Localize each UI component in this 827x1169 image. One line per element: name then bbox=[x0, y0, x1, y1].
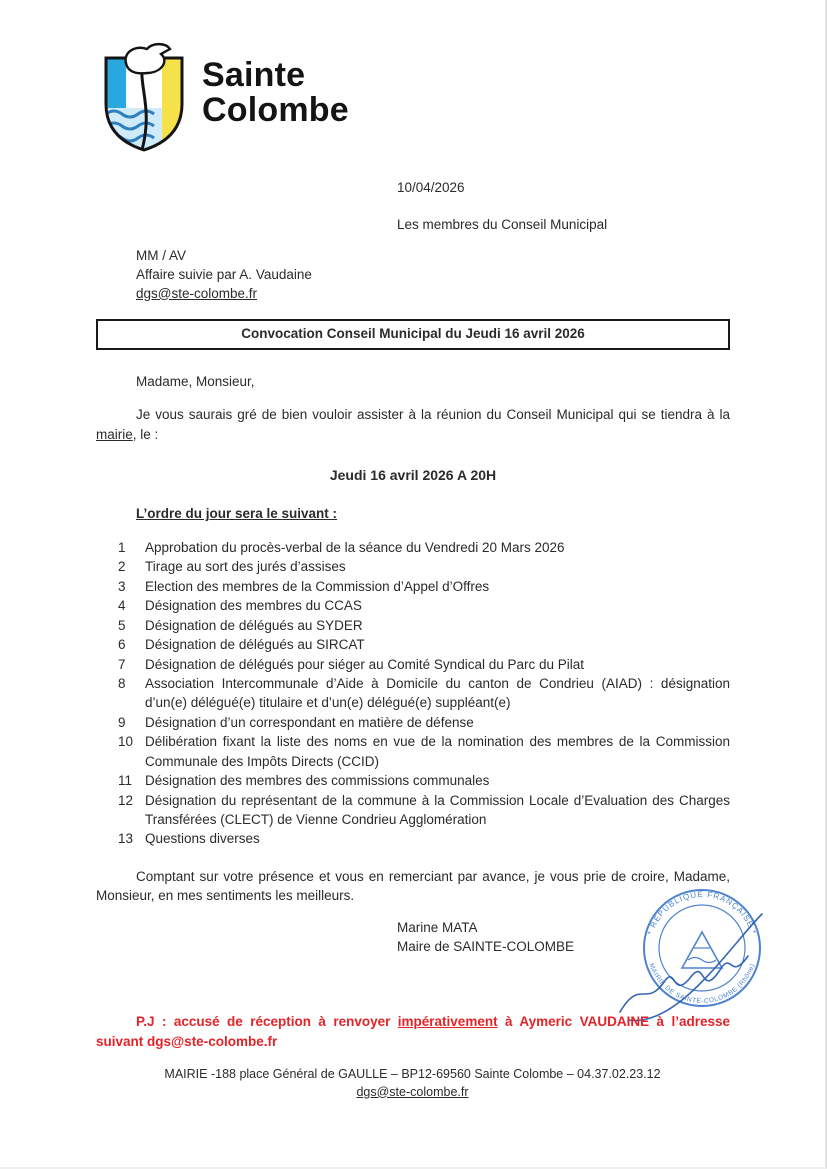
recipient-line: Les membres du Conseil Municipal bbox=[397, 217, 608, 233]
agenda-item-number: 6 bbox=[118, 637, 126, 653]
agenda-item bbox=[96, 674, 730, 713]
agenda-item-text: Tirage au sort des jurés d’assises bbox=[145, 559, 346, 575]
agenda-heading: L’ordre du jour sera le suivant : bbox=[136, 506, 338, 522]
pj-imperativement-underlined: impérativement bbox=[397, 1014, 498, 1029]
town-name bbox=[202, 58, 349, 128]
stamp-emblem-icon bbox=[682, 932, 722, 968]
agenda-item-number: 11 bbox=[118, 773, 133, 789]
intro-mairie-underlined: mairie bbox=[96, 426, 133, 442]
stamp-bottom-text: MAIRIE DE SAINTE-COLOMBE (Rhône) bbox=[647, 962, 757, 1006]
footer-address-line: MAIRIE -188 place Général de GAULLE – BP12-69560 Sainte Colombe – 04.37.02.23.12 bbox=[164, 1067, 661, 1081]
sender-email-link[interactable]: dgs@ste-colombe.fr bbox=[136, 285, 257, 301]
agenda-item bbox=[96, 771, 730, 790]
agenda-item-number: 1 bbox=[118, 539, 126, 555]
agenda-item-text: Désignation du représentant de la commune à la Commission Locale d’Evaluation des Charges Transférées (CLECT) de Vienne Condrieu Agglomération bbox=[145, 792, 730, 828]
intro-text-2: , le : bbox=[132, 426, 159, 442]
agenda-item-text: Approbation du procès-verbal de la séance du Vendredi 20 Mars 2026 bbox=[145, 539, 565, 555]
agenda-item bbox=[96, 616, 730, 635]
agenda-item-number: 9 bbox=[118, 714, 126, 730]
agenda-item-text: Désignation des membres du CCAS bbox=[145, 598, 362, 614]
stamp-icon bbox=[612, 880, 792, 1030]
pj-notice bbox=[96, 1012, 730, 1053]
reference-initials: MM / AV bbox=[136, 247, 187, 263]
svg-text:* RÉPUBLIQUE FRANÇAISE * bbox=[646, 890, 758, 936]
agenda-item-text: Questions diverses bbox=[145, 831, 260, 847]
agenda-item bbox=[96, 557, 730, 576]
town-name-line1: Sainte bbox=[202, 56, 306, 94]
agenda-item bbox=[96, 577, 730, 596]
agenda-item bbox=[96, 635, 730, 654]
intro-paragraph bbox=[96, 405, 730, 444]
agenda-item-number: 7 bbox=[118, 656, 126, 672]
pj-text-2: à Aymeric VAUDAINE à l’adresse suivant bbox=[96, 1014, 730, 1050]
convocation-title: Convocation Conseil Municipal du Jeudi 16 avril 2026 bbox=[241, 325, 585, 341]
town-logo bbox=[98, 42, 730, 154]
sender-block bbox=[136, 247, 730, 304]
agenda-item-number: 5 bbox=[118, 617, 126, 633]
agenda-item-text: Désignation de délégués au SYDER bbox=[145, 617, 363, 633]
meeting-datetime: Jeudi 16 avril 2026 A 20H bbox=[329, 467, 497, 484]
agenda-item-text: Désignation des membres des commissions communales bbox=[145, 773, 490, 789]
closing-paragraph: Comptant sur votre présence et vous en remerciant par avance, je vous prie de croire, Madame, Monsieur, en mes sentiments les meilleurs. bbox=[96, 868, 730, 904]
agenda-item-text: Election des membres de la Commission d’Appel d’Offres bbox=[145, 578, 490, 594]
agenda-item-text: Association Intercommunale d’Aide à Domicile du canton de Condrieu (AIAD) : désignation d’un(e) délégué(e) titulaire et d’un(e) délégué(e) suppléant(e) bbox=[145, 675, 730, 711]
agenda-item bbox=[96, 655, 730, 674]
salutation: Madame, Monsieur, bbox=[136, 373, 255, 389]
agenda-list bbox=[96, 538, 730, 849]
agenda-item-number: 12 bbox=[118, 792, 134, 808]
town-crest-icon bbox=[98, 42, 190, 154]
official-stamp bbox=[612, 880, 792, 1030]
agenda-item bbox=[96, 791, 730, 830]
footer bbox=[0, 1066, 825, 1101]
footer-email-link[interactable]: dgs@ste-colombe.fr bbox=[356, 1084, 469, 1099]
agenda-item bbox=[96, 713, 730, 732]
letter-date: 10/04/2026 bbox=[397, 180, 465, 195]
agenda-item bbox=[96, 538, 730, 557]
agenda-item-number: 13 bbox=[118, 831, 134, 847]
signatory-name: Marine MATA bbox=[397, 919, 478, 935]
agenda-item bbox=[96, 732, 730, 771]
agenda-item-number: 8 bbox=[118, 675, 126, 691]
agenda-item bbox=[96, 596, 730, 615]
agenda-item bbox=[96, 829, 730, 848]
agenda-item-number: 4 bbox=[118, 598, 126, 614]
date-block bbox=[397, 178, 730, 235]
intro-text-1: Je vous saurais gré de bien vouloir assister à la réunion du Conseil Municipal qui se tiendra à la bbox=[136, 407, 730, 423]
agenda-item-text: Délibération fixant la liste des noms en vue de la nomination des membres de la Commission Communale des Impôts Directs (CCID) bbox=[145, 734, 730, 769]
agenda-item-number: 2 bbox=[118, 559, 126, 575]
agenda-item-number: 3 bbox=[118, 578, 126, 594]
pj-text-1: P.J : accusé de réception à renvoyer bbox=[136, 1014, 398, 1029]
convocation-title-box bbox=[96, 319, 730, 350]
agenda-item-text: Désignation de délégués pour siéger au Comité Syndical du Parc du Pilat bbox=[145, 656, 585, 672]
agenda-item-number: 10 bbox=[118, 734, 134, 750]
signatory-title: Maire de SAINTE-COLOMBE bbox=[397, 938, 575, 954]
pj-email-link[interactable]: dgs@ste-colombe.fr bbox=[147, 1034, 278, 1050]
case-handler: Affaire suivie par A. Vaudaine bbox=[136, 266, 312, 282]
stamp-top-text: * RÉPUBLIQUE FRANÇAISE * bbox=[645, 889, 759, 936]
agenda-item-text: Désignation d’un correspondant en matière de défense bbox=[145, 714, 474, 730]
agenda-item-text: Désignation de délégués au SIRCAT bbox=[145, 637, 365, 653]
town-name-line2: Colombe bbox=[202, 91, 349, 130]
